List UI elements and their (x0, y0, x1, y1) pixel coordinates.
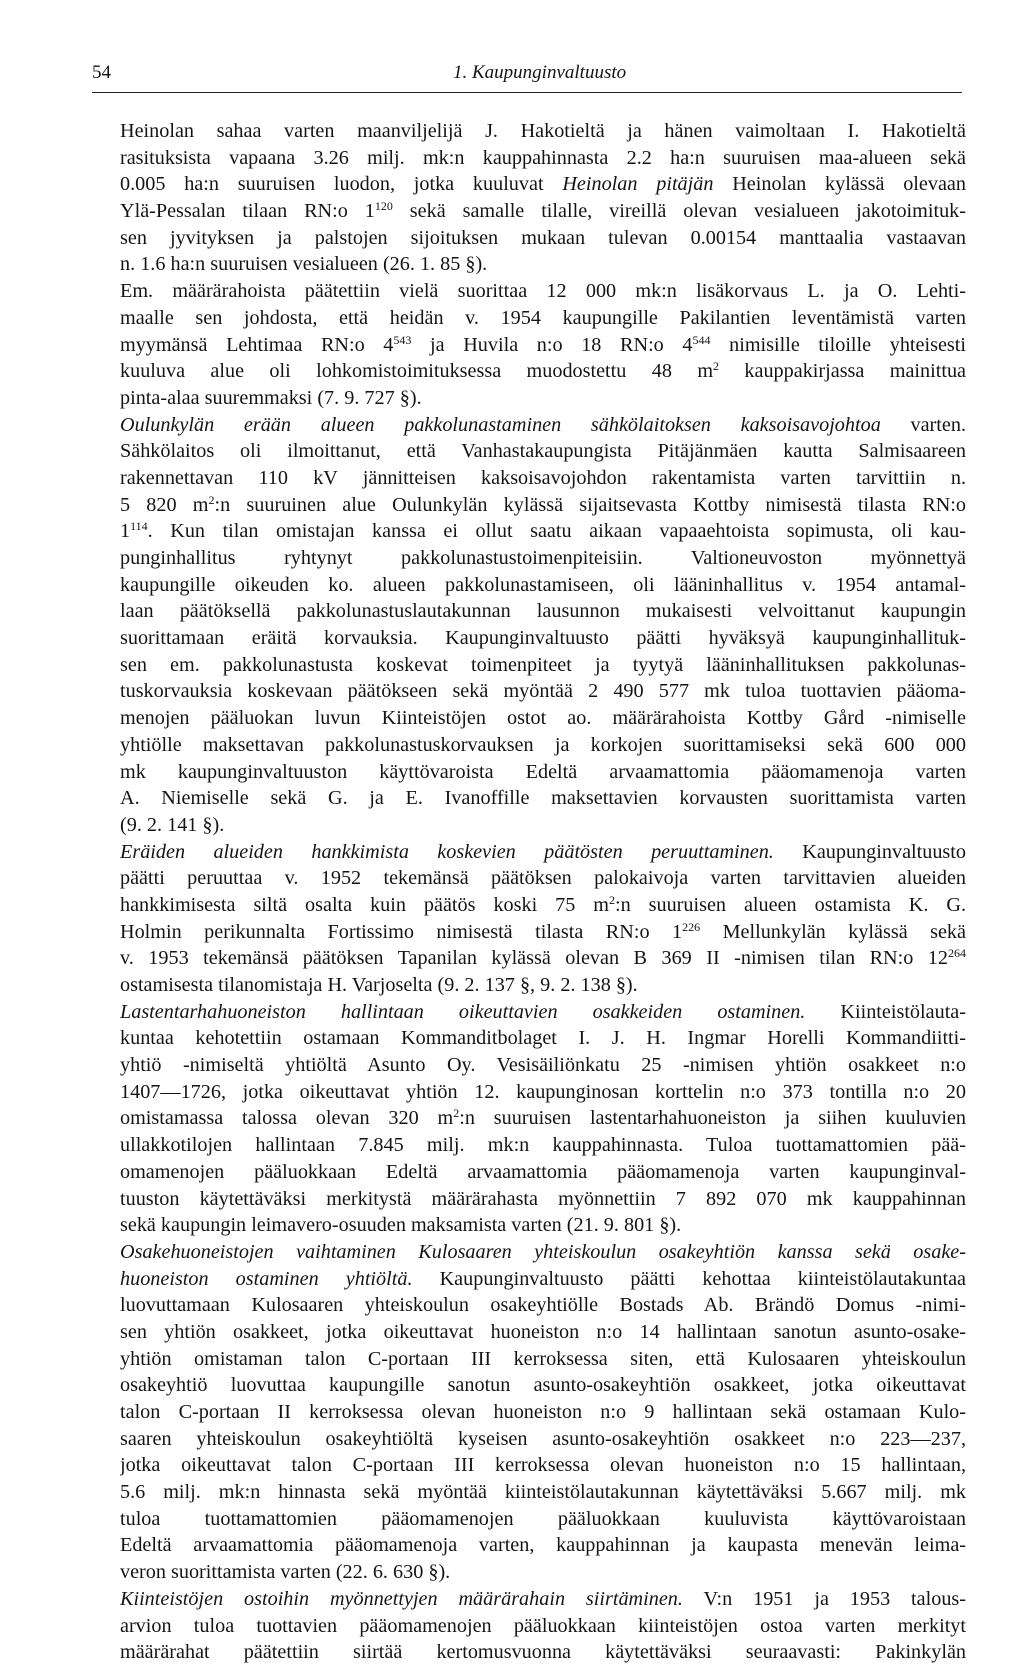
text-line (120, 412, 966, 439)
text-run: 1 (120, 520, 131, 543)
document-body (120, 118, 966, 1666)
text-run: mk kaupunginvaltuuston käyttövaroista Edeltä arvaamattomia pääomamenoja varten (120, 760, 966, 783)
text-line (120, 278, 966, 305)
text-line (120, 1452, 966, 1479)
text-run: jotka oikeuttavat talon C-portaan III kerroksessa olevan huoneiston n:o 15 hallintaan, (120, 1454, 966, 1477)
text-run: sekä kaupungin leimavero-osuuden maksamista varten (21. 9. 801 §). (120, 1214, 682, 1237)
text-run: v. 1953 tekemänsä päätöksen Tapanilan kylässä olevan B 369 II -nimisen tilan RN:o 12 (120, 947, 948, 970)
text-run: n. 1.6 ha:n suuruisen vesialueen (26. 1. 85 §). (120, 253, 488, 276)
text-line (120, 892, 966, 919)
text-line (120, 759, 966, 786)
text-line (120, 1346, 966, 1373)
text-run: Heinolan sahaa varten maanviljelijä J. Hakotieltä ja hänen vaimoltaan I. Hakotieltä (120, 120, 966, 142)
superscript: 2 (208, 492, 215, 507)
text-run: osakeyhtiö luovuttaa kaupungille sanotun asunto-osakeyhtiön osakkeet, jotka oikeuttavat (120, 1374, 966, 1397)
text-run: myymänsä Lehtimaa RN:o 4 (120, 333, 394, 356)
superscript: 2 (713, 359, 720, 374)
text-run: Em. määrärahoista päätettiin vielä suorittaa 12 000 mk:n lisäkorvaus L. ja O. Lehti- (120, 280, 966, 303)
text-run: :n suuruisen alueen ostamista K. G. (614, 893, 966, 916)
text-run: maalle sen johdosta, että heidän v. 1954 kaupungille Pakilantien leventämistä varten (120, 306, 966, 329)
superscript: 2 (608, 892, 615, 907)
text-run: tuloa tuottamattomien pääomamenojen pääluokkaan kuuluvista käyttövaroistaan (120, 1507, 966, 1530)
text-line (120, 332, 966, 359)
text-line (120, 1239, 966, 1266)
text-line (120, 1372, 966, 1399)
text-line (120, 972, 966, 999)
text-line (120, 598, 966, 625)
text-run: hankkimisesta siltä osalta kuin päätös koski 75 m (120, 893, 609, 916)
text-run: määrärahat päätettiin siirtää kertomusvuonna käytettäväksi seuraavasti: Pakinkylän (120, 1641, 966, 1664)
text-run: kauppakirjassa mainittua (719, 360, 966, 383)
text-line (120, 118, 966, 145)
text-line (120, 198, 966, 225)
text-run: päätti peruuttaa v. 1952 tekemänsä päätöksen palokaivoja varten tarvittavien alueiden (120, 867, 966, 890)
text-line (120, 1559, 966, 1586)
text-line (120, 705, 966, 732)
text-line (120, 1319, 966, 1346)
page-number: 54 (92, 62, 111, 83)
text-run: sen jyvityksen ja palstojen sijoituksen mukaan tulevan 0.00154 manttaalia vastaavan (120, 226, 966, 249)
text-run: Edeltä arvaamattomia pääomamenoja varten, kauppahinnan ja kaupasta menevän leima- (120, 1534, 966, 1557)
text-line (120, 145, 966, 172)
text-run: varten. (880, 413, 966, 436)
text-run: Mellunkylän kylässä sekä (700, 920, 966, 943)
text-run: rasituksista vapaana 3.26 milj. mk:n kauppahinnasta 2.2 ha:n suuruisen maa-alueen sekä (120, 146, 966, 169)
text-line (120, 1159, 966, 1186)
text-line (120, 999, 966, 1026)
text-run: Kiinteistölauta- (805, 1000, 966, 1023)
text-line (120, 171, 966, 198)
superscript: 544 (692, 332, 711, 347)
italic-heading: Eräiden alueiden hankkimista koskevien päätösten peruuttaminen. (120, 840, 774, 863)
text-run: . Kun tilan omistajan kanssa ei ollut saatu aikaan vapaaehtoista sopimusta, oli kau- (147, 520, 966, 543)
text-run: rakennettavan 110 kV jännitteisen kaksoisavojohdon rakentamista varten tarvittiin n. (120, 466, 966, 489)
superscript: 114 (130, 519, 148, 534)
text-line (120, 812, 966, 839)
text-run: V:n 1951 ja 1953 talous- (682, 1587, 966, 1610)
text-run: luovuttamaan Kulosaaren yhteiskoulun osakeyhtiölle Bostads Ab. Brändö Domus -nimi- (120, 1294, 966, 1317)
text-line (120, 1079, 966, 1106)
text-line (120, 1613, 966, 1640)
text-run: laan päätöksellä pakkolunastuslautakunnan lausunnon mukaisesti velvoittanut kaupungin (120, 600, 966, 623)
text-line (120, 545, 966, 572)
text-line (120, 518, 966, 545)
text-line (120, 1052, 966, 1079)
text-run: kaupungille oikeuden ko. alueen pakkolunastamiseen, oli lääninhallitus v. 1954 antamal- (120, 573, 966, 596)
text-line (120, 865, 966, 892)
text-run: Sähkölaitos oli ilmoittanut, että Vanhastakaupungista Pitäjänmäen kautta Salmisaareen (120, 440, 966, 463)
text-run: suorittamaan eräitä korvauksia. Kaupunginvaltuusto päätti hyväksyä kaupunginhallituk- (120, 627, 966, 650)
italic-heading: Osakehuoneistojen vaihtaminen Kulosaaren yhteiskoulun osakeyhtiön kanssa sekä osake- (120, 1240, 966, 1263)
text-line (120, 625, 966, 652)
text-run: saaren yhteiskoulun osakeyhtiöltä kyseisen asunto-osakeyhtiön osakkeet n:o 223—237, (120, 1427, 966, 1450)
text-run: (9. 2. 141 §). (120, 813, 225, 836)
page-header (92, 62, 962, 93)
superscript: 120 (374, 199, 393, 214)
text-run: nimisille tiloille yhteisesti (710, 333, 966, 356)
text-line (120, 1266, 966, 1293)
superscript: 226 (682, 919, 701, 934)
text-run: omamenojen pääluokkaan Edeltä arvaamattomia pääomamenoja varten kaupunginval- (120, 1160, 966, 1183)
text-run: sen em. pakkolunastusta koskevat toimenpiteet ja tyytyä lääninhallituksen pakkolunas- (120, 653, 966, 676)
text-run: Heinolan kylässä olevaan (713, 173, 966, 196)
superscript: 264 (948, 946, 966, 961)
text-run: ja Huvila n:o 18 RN:o 4 (411, 333, 693, 356)
text-line (120, 358, 966, 385)
text-line (120, 1186, 966, 1213)
text-run: tuuston käytettäväksi merkitystä määrärahasta myönnettiin 7 892 070 mk kauppahinnan (120, 1187, 966, 1210)
text-run: menojen pääluokan luvun Kiinteistöjen ostot ao. määrärahoista Kottby Gård -nimiselle (120, 707, 966, 730)
text-line (120, 1212, 966, 1239)
text-line (120, 1025, 966, 1052)
text-line (120, 572, 966, 599)
italic-heading: Kiinteistöjen ostoihin myönnettyjen määrärahain siirtäminen. (120, 1587, 683, 1610)
text-run: ullakkotilojen hallintaan 7.845 milj. mk:n kauppahinnasta. Tuloa tuottamattomien pää- (120, 1134, 966, 1157)
italic-heading: Lastentarhahuoneiston hallintaan oikeuttavien osakkeiden ostaminen. (120, 1000, 806, 1023)
text-line (120, 1639, 966, 1666)
text-run: veron suorittamista varten (22. 6. 630 §). (120, 1561, 451, 1584)
text-line (120, 1132, 966, 1159)
text-run: :n suuruinen alue Oulunkylän kylässä sijaitsevasta Kottby nimisestä tilasta RN:o (214, 493, 966, 516)
text-run: omistamassa talossa olevan 320 m (120, 1107, 454, 1130)
text-line (120, 438, 966, 465)
text-line (120, 1506, 966, 1533)
text-run: kuuluva alue oli lohkomistoimituksessa muodostettu 48 m (120, 360, 714, 383)
text-run: Kaupunginvaltuusto päätti kehottaa kiinteistölautakuntaa (412, 1267, 966, 1290)
text-line (120, 1532, 966, 1559)
text-run: Kaupunginvaltuusto (773, 840, 966, 863)
text-line (120, 1292, 966, 1319)
text-run: 5 820 m (120, 493, 209, 516)
text-line (120, 305, 966, 332)
text-line (120, 465, 966, 492)
text-line (120, 1479, 966, 1506)
text-line (120, 251, 966, 278)
text-line (120, 225, 966, 252)
text-run: yhtiö -nimiseltä yhtiöltä Asunto Oy. Vesisäiliönkatu 25 -nimisen yhtiön osakkeet n:o (120, 1054, 966, 1077)
italic-heading: Oulunkylän erään alueen pakkolunastaminen sähkölaitoksen kaksoisavojohtoa (120, 413, 881, 436)
text-run: A. Niemiselle sekä G. ja E. Ivanoffille maksettavien korvausten suorittamista varten (120, 787, 966, 810)
text-run: sekä samalle tilalle, vireillä olevan vesialueen jakotoimituk- (392, 200, 966, 223)
text-run: pinta-alaa suuremmaksi (7. 9. 727 §). (120, 386, 422, 409)
text-line (120, 1426, 966, 1453)
text-run: Ylä-Pessalan tilaan RN:o 1 (120, 200, 375, 223)
text-run: kuntaa kehotettiin ostamaan Kommanditbolaget I. J. H. Ingmar Horelli Kommandiitti- (120, 1027, 966, 1050)
text-run: yhtiön omistaman talon C-portaan III kerroksessa siten, että Kulosaaren yhteiskoulun (120, 1347, 966, 1370)
text-run: sen yhtiön osakkeet, jotka oikeuttavat huoneiston n:o 14 hallintaan sanotun asunto-osake- (120, 1320, 966, 1343)
text-run: Holmin perikunnalta Fortissimo nimisestä tilasta RN:o 1 (120, 920, 683, 943)
text-run: tuskorvauksia koskevaan päätökseen sekä myöntää 2 490 577 mk tuloa tuottavien pääoma- (120, 680, 966, 703)
text-run: punginhallitus ryhtynyt pakkolunastustoimenpiteisiin. Valtioneuvoston myönnettyä (120, 547, 966, 569)
text-line (120, 919, 966, 946)
text-run: ostamisesta tilanomistaja H. Varjoselta (9. 2. 137 §, 9. 2. 138 §). (120, 974, 638, 996)
italic-heading: Heinolan pitäjän (562, 173, 714, 196)
italic-heading: huoneiston ostaminen yhtiöltä. (120, 1267, 413, 1290)
superscript: 2 (453, 1106, 460, 1121)
text-run: talon C-portaan II kerroksessa olevan huoneiston n:o 9 hallintaan sekä ostamaan Kulo- (120, 1401, 966, 1423)
text-run: arvion tuloa tuottavien pääomamenojen pääluokkaan kiinteistöjen ostoa varten merkityt (120, 1614, 966, 1637)
text-line (120, 1105, 966, 1132)
text-line (120, 945, 966, 972)
superscript: 543 (393, 332, 412, 347)
text-line (120, 385, 966, 412)
text-run: 1407—1726, jotka oikeuttavat yhtiön 12. kaupunginosan korttelin n:o 373 tontilla n:o 20 (120, 1080, 966, 1103)
text-line (120, 492, 966, 519)
text-line (120, 652, 966, 679)
text-line (120, 839, 966, 866)
text-run: 5.6 milj. mk:n hinnasta sekä myöntää kiinteistölautakunnan käytettäväksi 5.667 milj. mk (120, 1481, 966, 1504)
text-run: 0.005 ha:n suuruisen luodon, jotka kuuluvat (120, 173, 563, 196)
text-line (120, 1399, 966, 1426)
text-line (120, 732, 966, 759)
text-line (120, 678, 966, 705)
text-run: yhtiölle maksettavan pakkolunastuskorvauksen ja korkojen suorittamiseksi sekä 600 000 (120, 733, 966, 756)
running-title: 1. Kaupunginvaltuusto (453, 62, 627, 83)
text-run: :n suuruisen lastentarhahuoneiston ja siihen kuuluvien (459, 1107, 966, 1130)
text-line (120, 785, 966, 812)
text-line (120, 1586, 966, 1613)
